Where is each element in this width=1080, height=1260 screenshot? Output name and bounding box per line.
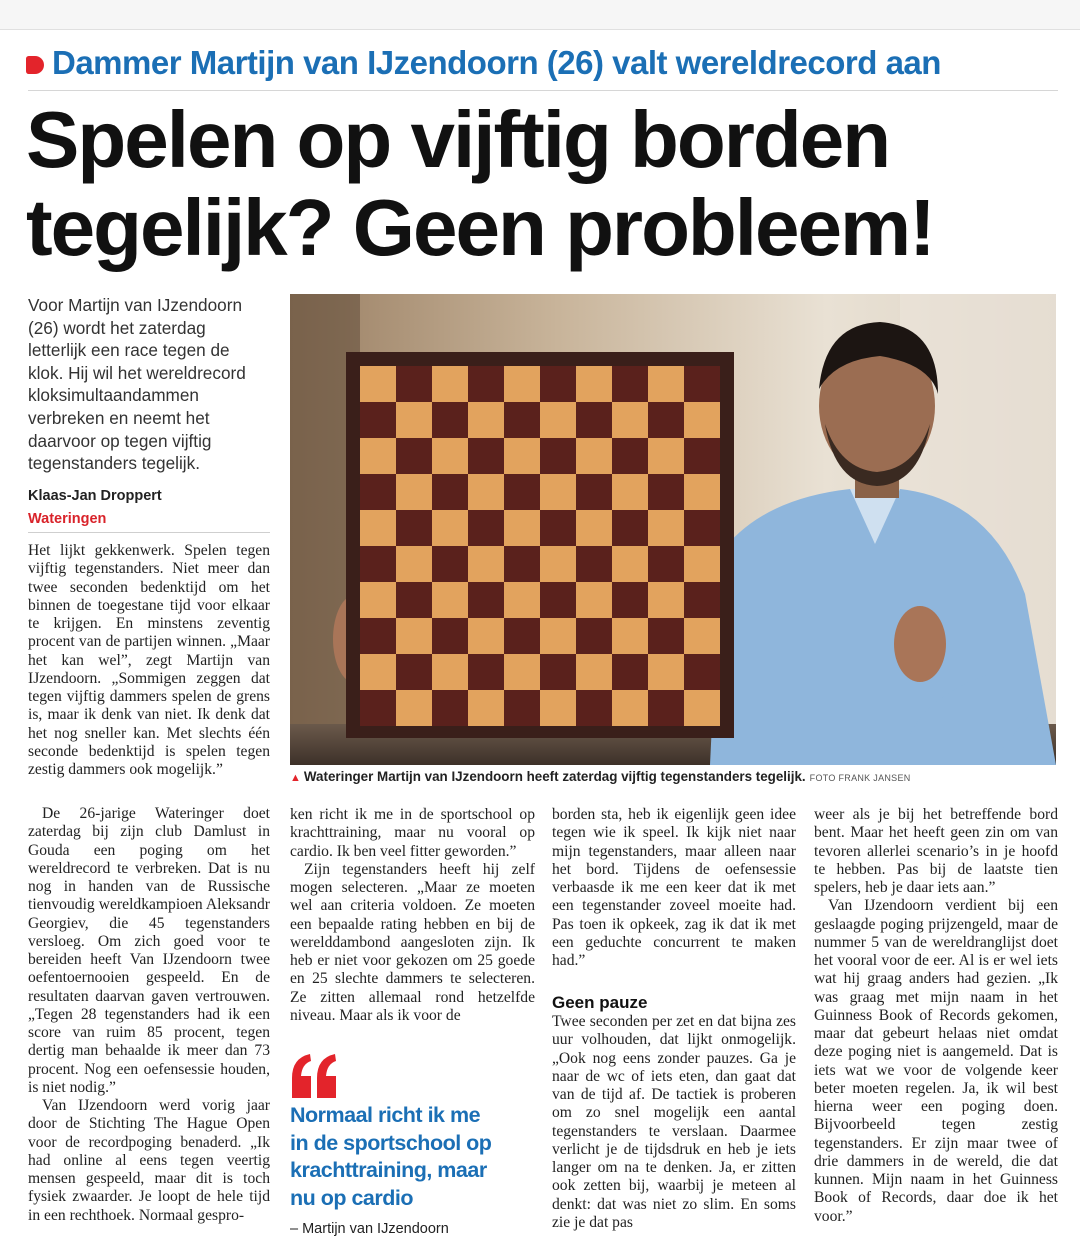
board-square	[648, 366, 684, 402]
board-square	[432, 690, 468, 726]
board-square	[360, 438, 396, 474]
body-paragraph: Van IJzendoorn verdient bij een geslaagde poging prijzengeld, maar de nummer 5 van de wereldranglijst doet het vooral voor de eer. Al is er wel iets wat hij graag anders had gezien. „Ik was graag met mijn naam in het Guinness Book of Records gekomen, maar dat gebeurt helaas niet omdat deze poging niet is aangemeld. Dat is iets wat we voor de volgende keer beter moeten regelen. Ja, ik wil best hierna weer een poging doen. Bijvoorbeeld tegen zestig tegenstanders. Er zijn maar twee of drie dammers in de wereld, die dat kunnen. Mijn naam in het Guinness Book of Records, daar doe ik het voor.”	[814, 897, 1058, 1225]
quote-mark-icon	[290, 1052, 340, 1100]
caption-triangle-icon: ▲	[290, 772, 301, 784]
board-square	[432, 402, 468, 438]
board-square	[504, 366, 540, 402]
board-square	[576, 438, 612, 474]
subheading: Geen pauze	[552, 993, 648, 1012]
board-square	[648, 474, 684, 510]
board-square	[540, 546, 576, 582]
board-square	[360, 402, 396, 438]
board-square	[540, 618, 576, 654]
body-column-4	[814, 806, 1058, 1226]
board-square	[468, 582, 504, 618]
kicker-divider	[28, 90, 1058, 91]
board-square	[396, 510, 432, 546]
board-square	[648, 582, 684, 618]
board-square	[648, 438, 684, 474]
board-square	[504, 618, 540, 654]
body-paragraph: Het lijkt gekkenwerk. Spelen tegen vijftig tegenstanders. Niet meer dan twee seconden bedenktijd om het binnen de toegestane tijd voor elkaar te krijgen. En minstens zeventig procent van de partijen winnen. „Maar het kan wel”, zegt Martijn van IJzendoorn. „Sommigen zeggen dat tegen vijftig dammers spelen de grens is, maar ik denk van niet. Ik denk dat het nog sneller kan. Met slechts één seconde bedenktijd is spelen tegen zestig dammers ook mogelijk.”	[28, 542, 270, 778]
body-paragraph: De 26-jarige Wateringer doet zaterdag bij zijn club Damlust in Gouda een poging om het wereldrecord te verbreken. Dat is nu nog in handen van de Russische tienvoudig wereldkampioen Aleksandr Georgiev, die 45 tegenstanders versloeg. Om zich goed voor te bereiden heeft Van IJzendoorn twee oefentoernooien gespeeld. En de resultaten daarvan gaven vertrouwen. „Tegen 28 tegenstanders had ik een score van ruim 85 procent, tegen dertig man behaalde ik meer dan 73 procent. Nog een oefensessie houden, is niet nodig.”	[28, 805, 270, 1096]
intro-paragraph: Voor Martijn van IJzendoorn (26) wordt het zaterdag letterlijk een race tegen de klok. Hij wil het wereldrecord kloksimultaandammen verbreken en neemt het daarvoor op tegen vijftig tegenstanders tegelijk.	[28, 295, 246, 474]
pull-quote-attribution: – Martijn van IJzendoorn	[290, 1221, 449, 1237]
board-square	[432, 510, 468, 546]
board-square	[396, 438, 432, 474]
board-square	[684, 690, 720, 726]
board-square	[432, 366, 468, 402]
board-square	[540, 582, 576, 618]
pull-quote-line: krachttraining, maar	[290, 1158, 487, 1183]
photo-caption	[290, 769, 1058, 784]
board-square	[432, 618, 468, 654]
board-square	[576, 366, 612, 402]
board-square	[648, 618, 684, 654]
chessboard-photo	[290, 294, 1056, 765]
chessboard-squares	[360, 366, 720, 726]
board-square	[360, 546, 396, 582]
board-square	[612, 510, 648, 546]
body-column-1-continued	[28, 805, 270, 1225]
board-square	[468, 546, 504, 582]
author-byline: Klaas-Jan Droppert	[28, 488, 162, 504]
board-square	[360, 510, 396, 546]
body-column-2	[290, 806, 535, 1025]
board-square	[468, 618, 504, 654]
board-square	[648, 402, 684, 438]
board-square	[396, 366, 432, 402]
board-square	[504, 546, 540, 582]
board-square	[684, 510, 720, 546]
board-square	[360, 654, 396, 690]
board-square	[468, 654, 504, 690]
board-square	[612, 690, 648, 726]
body-column-1	[28, 542, 270, 779]
board-square	[540, 474, 576, 510]
photo-credit: FOTO FRANK JANSEN	[809, 773, 911, 783]
board-square	[540, 654, 576, 690]
board-square	[684, 654, 720, 690]
headline	[26, 96, 1066, 272]
board-square	[360, 366, 396, 402]
board-square	[432, 474, 468, 510]
board-square	[396, 690, 432, 726]
board-square	[684, 402, 720, 438]
board-square	[468, 438, 504, 474]
board-square	[432, 438, 468, 474]
body-paragraph: weer als je bij het betreffende bord bent. Maar het heeft geen zin om van tevoren allerlei scenario’s in je hoofd te hebben. Pas bij de laatste tien spelers, heb je daar iets aan.”	[814, 806, 1058, 896]
board-square	[468, 690, 504, 726]
board-square	[396, 474, 432, 510]
board-square	[576, 474, 612, 510]
board-square	[504, 510, 540, 546]
body-column-3	[552, 806, 796, 970]
pull-quote-line: Normaal richt ik me	[290, 1103, 481, 1127]
board-square	[648, 510, 684, 546]
board-square	[396, 618, 432, 654]
board-square	[576, 690, 612, 726]
headline-line-1: Spelen op vijftig borden	[26, 95, 890, 184]
kicker-bullet-icon	[26, 56, 44, 74]
board-square	[396, 402, 432, 438]
board-square	[504, 582, 540, 618]
board-square	[360, 474, 396, 510]
board-square	[576, 582, 612, 618]
dateline: Wateringen	[28, 511, 107, 527]
pull-quote-line: in de sportschool op	[290, 1130, 492, 1155]
board-square	[576, 654, 612, 690]
board-square	[612, 618, 648, 654]
board-square	[684, 438, 720, 474]
board-square	[648, 690, 684, 726]
board-square	[612, 654, 648, 690]
body-paragraph: Van IJzendoorn werd vorig jaar door de Stichting The Hague Open voor de recordpoging benaderd. „Ik had online al eens tegen veertig mensen gespeeld, maar dit is toch fysiek zwaarder. Je loopt de hele tijd in een rechthoek. Normaal gespro-	[28, 1097, 270, 1224]
board-square	[648, 546, 684, 582]
caption-text: Wateringer Martijn van IJzendoorn heeft zaterdag vijftig tegenstanders tegelijk.	[303, 769, 806, 784]
board-square	[576, 510, 612, 546]
board-square	[684, 546, 720, 582]
board-square	[432, 582, 468, 618]
board-square	[432, 546, 468, 582]
board-square	[360, 618, 396, 654]
board-square	[504, 654, 540, 690]
body-paragraph: borden sta, heb ik eigenlijk geen idee tegen wie ik speel. Ik kijk niet naar mijn tegenstanders, maar alleen naar het bord. Tijdens de oefensessie verbaasde ik me een keer dat ik met een tegenstander zoveel moeite had. Pas toen ik opkeek, zag ik dat ik met een geduchte concurrent te maken had.”	[552, 806, 796, 969]
article-photo	[290, 294, 1056, 765]
board-square	[684, 582, 720, 618]
board-square	[576, 618, 612, 654]
board-square	[504, 402, 540, 438]
board-square	[576, 402, 612, 438]
pull-quote-line: nu op cardio	[290, 1185, 413, 1210]
body-column-3-continued	[552, 1013, 796, 1232]
board-square	[360, 690, 396, 726]
kicker-text: Dammer Martijn van IJzendoorn (26) valt wereldrecord aan	[52, 44, 941, 81]
board-square	[540, 438, 576, 474]
board-square	[468, 366, 504, 402]
board-square	[540, 690, 576, 726]
board-square	[648, 654, 684, 690]
body-paragraph: ken richt ik me in de sportschool op krachttraining, maar nu vooral op cardio. Ik ben veel fitter geworden.”	[290, 806, 535, 860]
headline-line-2: tegelijk? Geen probleem!	[26, 183, 934, 272]
article-kicker	[26, 40, 1066, 86]
board-square	[612, 474, 648, 510]
body-paragraph: Twee seconden per zet en dat bijna zes uur volhouden, dat lijkt onmogelijk. „Ook nog eens zonder pauzes. Ga je naar de wc of iets eten, dan gaat dat van de tijd af. De tactiek is proberen om zo snel mogelijk een aantal tegenstanders te verslaan. Daarmee verlicht je de tijdsdruk en heb je iets langer om na te denken. Ja, er zitten ook zetten bij, waarbij je meteen al denkt: dat was niet zo slim. En soms zie je dat pas	[552, 1013, 796, 1231]
board-square	[612, 402, 648, 438]
board-square	[396, 582, 432, 618]
board-square	[540, 510, 576, 546]
board-square	[612, 546, 648, 582]
board-square	[468, 402, 504, 438]
board-square	[540, 366, 576, 402]
pull-quote	[290, 1102, 535, 1212]
body-paragraph: Zijn tegenstanders heeft hij zelf mogen selecteren. „Maar ze moeten wel aan criteria voldoen. Ze moeten een bepaalde rating hebben en bij de werelddambond aangesloten zijn. Ik heb er niet voor gekozen om 25 goede en 25 slechte dammers te selecteren. Ze zitten allemaal rond hetzelfde niveau. Maar als ik voor de	[290, 860, 535, 1024]
board-square	[576, 546, 612, 582]
screenshot-top-strip	[0, 0, 1080, 30]
board-square	[684, 618, 720, 654]
board-square	[504, 438, 540, 474]
board-square	[540, 402, 576, 438]
board-square	[396, 546, 432, 582]
board-square	[684, 366, 720, 402]
board-square	[468, 510, 504, 546]
board-square	[504, 690, 540, 726]
board-square	[612, 366, 648, 402]
board-square	[504, 474, 540, 510]
byline-divider	[28, 532, 270, 533]
board-square	[468, 474, 504, 510]
board-square	[612, 582, 648, 618]
board-square	[684, 474, 720, 510]
board-square	[396, 654, 432, 690]
board-square	[432, 654, 468, 690]
board-square	[360, 582, 396, 618]
board-square	[612, 438, 648, 474]
